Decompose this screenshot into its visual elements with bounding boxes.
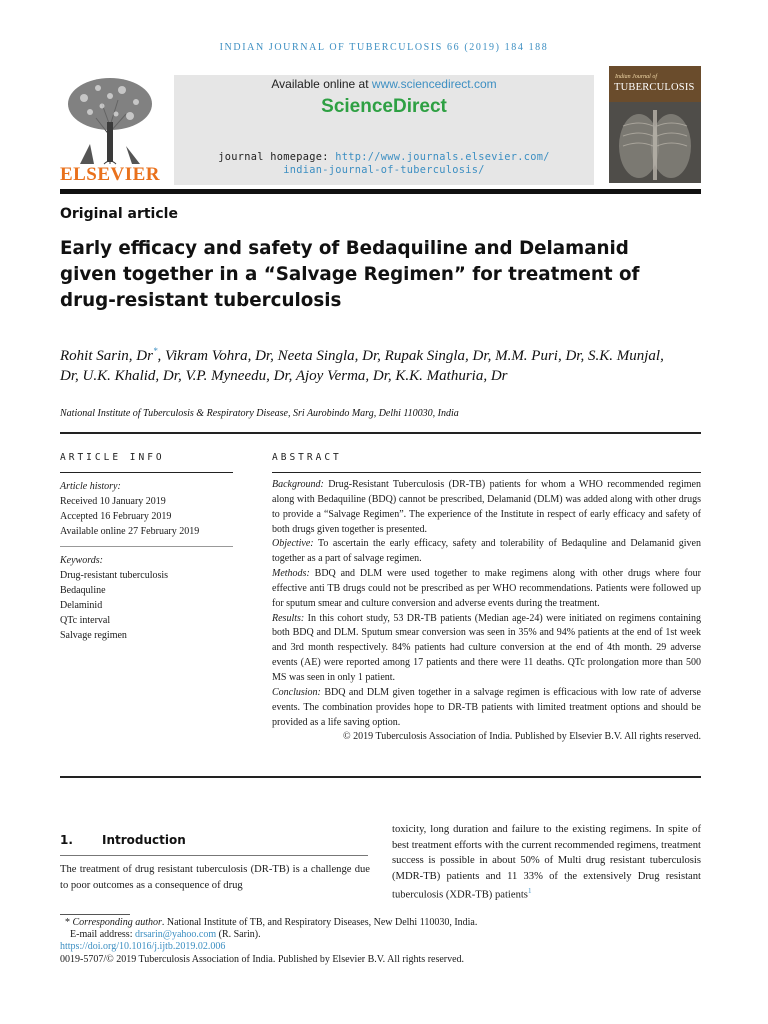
results-text: In this cohort study, 53 DR-TB patients (Median age-24) were initiated on regimens containing both BDQ and DLM. Sputum smear conversion was seen in 35% and 94% patients at the end of 1st week and 3rd month respectively. 84% patients had culture conversion at the end of 4th month. 29 adverse events (AE) were reported among 17 patients and there were 11 deaths. QTc prolongation more than 500 MS was seen in only 1 patient. [272,612,701,683]
elsevier-wordmark: ELSEVIER [59,164,161,185]
keyword-item: Bedaquline [60,585,106,596]
corresponding-footnote [60,917,700,929]
received-date: Received 10 January 2019 [60,496,166,507]
online-date: Available online 27 February 2019 [60,526,200,537]
corr-text: . National Institute of TB, and Respiratory Diseases, New Delhi 110030, India. [161,917,478,928]
homepage-link-2[interactable]: indian-journal-of-tuberculosis/ [283,164,485,176]
corr-label: Corresponding author [72,917,162,928]
objective-label: Objective: [272,538,314,550]
running-head: INDIAN JOURNAL OF TUBERCULOSIS 66 (2019) 184 188 [219,42,549,53]
email-link[interactable]: drsarin@yahoo.com [134,929,217,941]
sciencedirect-logo: ScienceDirect [321,96,447,117]
doi-link[interactable]: https://doi.org/10.1016/j.ijtb.2019.02.006 [60,941,226,953]
issn-line: 0019-5707/© 2019 Tuberculosis Association of India. Published by Elsevier B.V. All rights reserved. [60,953,465,965]
journal-cover-image [609,66,701,183]
abstract-body [272,478,701,745]
header-divider [60,432,701,434]
abstract-heading: ABSTRACT [272,452,342,463]
email-footnote [60,929,700,941]
intro-right-column [392,822,701,903]
cover-title-small: Indian Journal of [615,74,657,80]
section-title: Introduction [102,833,186,847]
keyword-item: Salvage regimen [60,630,127,641]
conclusion-label: Conclusion: [272,686,321,698]
homepage-link-1[interactable]: http://www.journals.elsevier.com/ [335,151,550,163]
abstract-background [272,478,701,537]
cover-title-big: TUBERCULOSIS [614,82,695,93]
background-text: Drug-Resistant Tuberculosis (DR-TB) patients for whom a WHO recommended regimen along with Bedaquiline (BDQ) cannot be prescribed, Delamanid (DLM) was added along with other drugs to provide a “Salvage Regimen”. The experience of the Institute in respect of early efficacy and safety of both drugs given together is presented. [272,479,701,535]
article-type: Original article [60,206,178,222]
intro-left-column: The treatment of drug resistant tuberculosis (DR-TB) is a challenge due to poor outcomes as a consequence of drug [60,864,370,891]
abstract-end-rule [60,776,701,778]
available-online [174,77,594,91]
conclusion-text: BDQ and DLM given together in a salvage regimen is efficacious with low rate of adverse events. The combination provides hope to DR-TB patients with limited treatment options and should be provided as a life saving option. [272,686,701,728]
footnote-rule [60,914,130,915]
info-divider [60,546,233,547]
footnote-mark: * [65,917,70,928]
methods-text: BDQ and DLM were used together to make regimens along with other drugs where four effective anti TB drugs could not be prescribed as per WHO recommendations. Patients were followed up for sputum smear and culture conversion and adverse events during the treatment. [272,568,701,609]
abstract-conclusion [272,686,701,731]
results-label: Results: [272,612,305,624]
accepted-date: Accepted 16 February 2019 [60,511,172,522]
methods-label: Methods: [272,568,310,580]
keyword-item: QTc interval [60,615,111,626]
first-author: Rohit Sarin, Dr [60,348,153,364]
introduction-rule [60,855,368,856]
article-info-heading: ARTICLE INFO [60,452,165,463]
article-info-rule [60,472,233,473]
author-list [60,342,680,386]
objective-text: To ascertain the early efficacy, safety and tolerability of Bedaquline and Delamanid given together as a part of salvage regimen. [272,538,701,565]
homepage-label: journal homepage: [218,151,336,163]
intro-right-text: toxicity, long duration and failure to the existing regimens. In spite of best treatment efforts with the current recommended regimens, treatment success is possible in about 50% of Multi drug resistant tuberculosis (MDR-TB) patients and 11 33% of the extensively Drug resistant tuberculosis (XDR-TB) patients [392,824,701,901]
footnotes [60,917,700,966]
introduction-heading [60,833,186,847]
keyword-item: Delaminid [60,600,103,611]
section-number: 1. [60,833,73,847]
article-title: Early efficacy and safety of Bedaquiline and Delamanid given together in a “Salvage Regimen” for treatment of drug-resistant tuberculosis [60,238,640,311]
keyword-item: Drug-resistant tuberculosis [60,570,169,581]
available-prefix: Available online at [271,77,372,91]
abstract-objective [272,537,701,567]
article-info [60,479,235,643]
corresponding-author-mark[interactable]: * [152,346,158,356]
email-suffix: (R. Sarin). [216,929,261,941]
abstract-rule [272,472,701,473]
reference-1-link[interactable]: 1 [527,887,532,895]
abstract-results [272,612,701,686]
journal-homepage [174,151,594,177]
sciencedirect-link[interactable]: www.sciencedirect.com [371,77,497,91]
keywords-label: Keywords: [60,555,103,566]
other-authors: , Vikram Vohra, Dr, Neeta Singla, Dr, Rupak Singla, Dr, M.M. Puri, Dr, S.K. Munjal, Dr, U.K. Khalid, Dr, V.P. Myneedu, Dr, Ajoy Verma, Dr, K.K. Mathuria, Dr [60,348,664,384]
masthead-rule [60,189,701,194]
history-label: Article history: [60,481,121,492]
abstract-copyright: © 2019 Tuberculosis Association of India. Published by Elsevier B.V. All rights reserved. [343,731,701,743]
abstract-methods [272,567,701,612]
email-label: E-mail address: [70,929,135,941]
affiliation: National Institute of Tuberculosis & Respiratory Disease, Sri Aurobindo Marg, Delhi 110030, India [60,408,459,419]
background-label: Background: [272,479,324,490]
